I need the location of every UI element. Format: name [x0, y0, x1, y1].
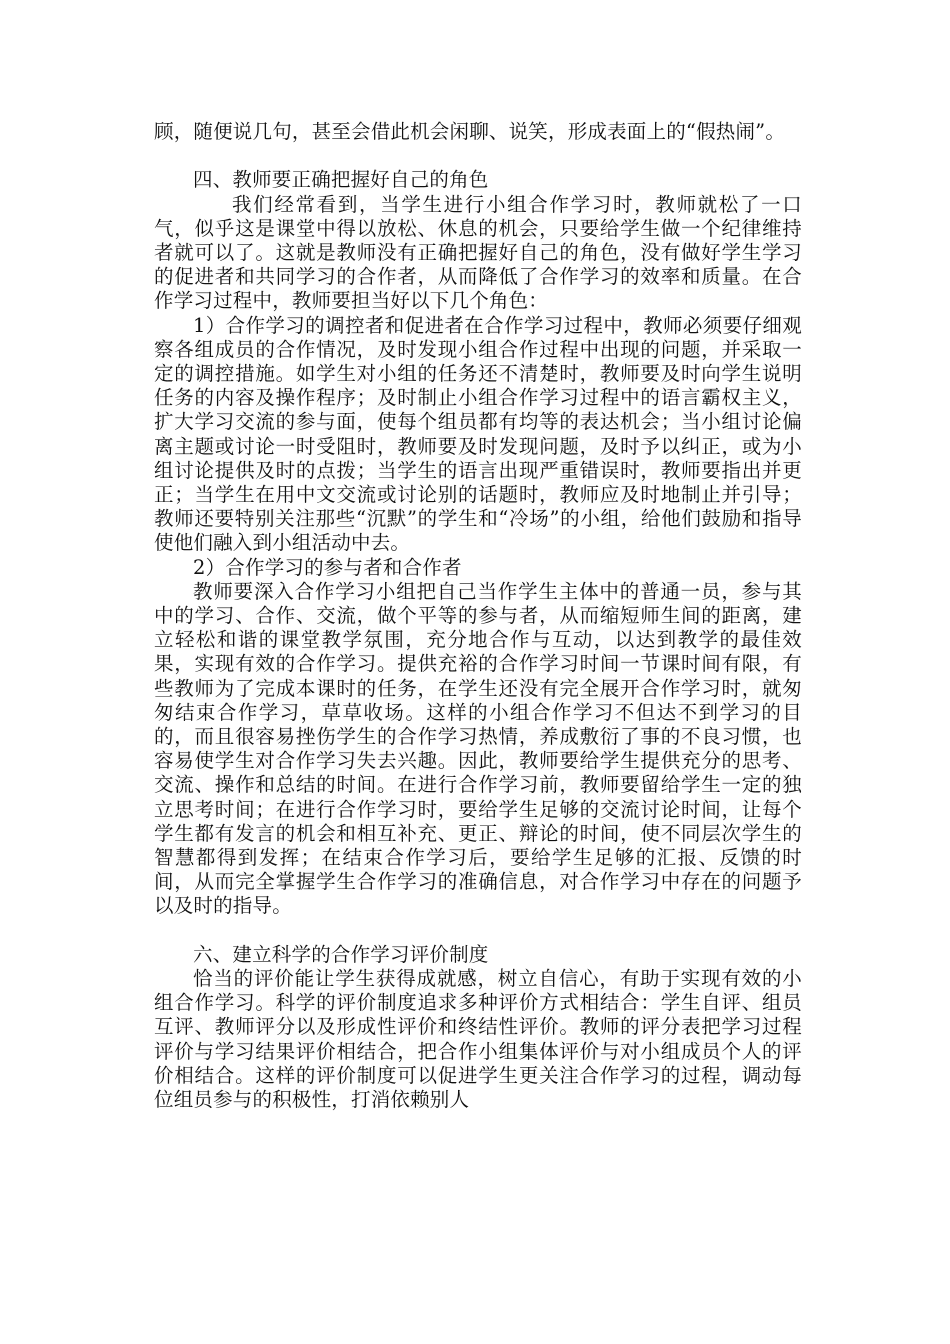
section-heading-four: 四、教师要正确把握好自己的角色 [193, 168, 489, 192]
paragraph-controller-role: 1）合作学习的调控者和促进者在合作学习过程中，教师必须要仔细观察各组成员的合作情况，及时发现小组合作过程中出现的问题，并采取一定的调控措施。如学生对小组的任务还不清楚时，教师要及时向学生说明任务的内容及操作程序；及时制止小组合作学习过程中的语言霸权主义，扩大学习交流的参与面，使每个组员都有均等的表达机会；当小组讨论偏离主题或讨论一时受阻时，教师要及时发现问题，及时予以纠正，或为小组讨论提供及时的点拨；当学生的语言出现严重错误时，教师要指出并更正；当学生在用中文交流或讨论别的话题时，教师应及时地制止并引导；教师还要特别关注那些“沉默”的学生和“冷场”的小组，给他们鼓励和指导使他们融入到小组活动中去。 [154, 313, 802, 555]
paragraph-participant-role: 教师要深入合作学习小组把自己当作学生主体中的普通一员，参与其中的学习、合作、交流，做个平等的参与者，从而缩短师生间的距离，建立轻松和谐的课堂教学氛围，充分地合作与互动，以达到教学的最佳效果，实现有效的合作学习。提供充裕的合作学习时间一节课时间有限，有些教师为了完成本课时的任务，在学生还没有完全展开合作学习时，就匆匆结束合作学习，草草收场。这样的小组合作学习不但达不到学习的目的，而且很容易挫伤学生的合作学习热情，养成敷衍了事的不良习惯，也容易使学生对合作学习失去兴趣。因此，教师要给学生提供充分的思考、交流、操作和总结的时间。在进行合作学习前，教师要留给学生一定的独立思考时间；在进行合作学习时，要给学生足够的交流讨论时间，让每个学生都有发言的机会和相互补充、更正、辩论的时间，使不同层次学生的智慧都得到发挥；在结束合作学习后，要给学生足够的汇报、反馈的时间，从而完全掌握学生合作学习的准确信息，对合作学习中存在的问题予以及时的指导。 [154, 579, 802, 918]
paragraph-continuation: 顾，随便说几句，甚至会借此机会闲聊、说笑，形成表面上的“假热闹”。 [154, 120, 786, 143]
document-body [154, 120, 802, 1112]
paragraph-gap [154, 919, 802, 943]
section-heading-six: 六、建立科学的合作学习评价制度 [193, 942, 489, 966]
paragraph-evaluation-system: 恰当的评价能让学生获得成就感，树立自信心，有助于实现有效的小组合作学习。科学的评价制度追求多种评价方式相结合：学生自评、组员互评、教师评分以及形成性评价和终结性评价。教师的评分表把学习过程评价与学习结果评价相结合，把合作小组集体评价与对小组成员个人的评价相结合。这样的评价制度可以促进学生更关注合作学习的过程，调动每位组员参与的积极性，打消依赖别人 [154, 967, 802, 1112]
subheading-participant-role: 2）合作学习的参与者和合作者 [193, 555, 462, 579]
paragraph-gap [154, 144, 802, 168]
paragraph-teacher-role: 我们经常看到，当学生进行小组合作学习时，教师就松了一口气，似乎这是课堂中得以放松、休息的机会，只要给学生做一个纪律维持者就可以了。这就是教师没有正确把握好自己的角色，没有做好学生学习的促进者和共同学习的合作者，从而降低了合作学习的效率和质量。在合作学习过程中，教师要担当好以下几个角色： [154, 192, 802, 313]
